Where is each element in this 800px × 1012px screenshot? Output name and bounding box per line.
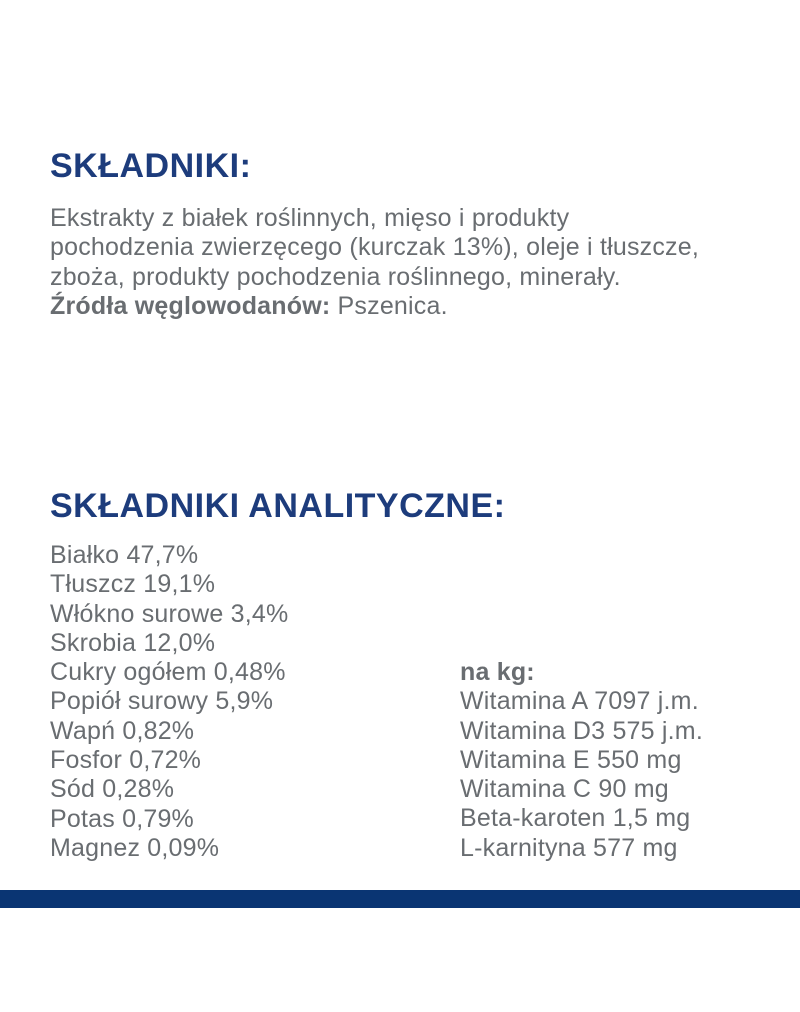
nutrient-label: Potas <box>50 804 115 833</box>
vitamin-value: 577 mg <box>593 833 678 862</box>
nutrient-value: 5,9% <box>215 687 274 716</box>
carb-source-value: Pszenica. <box>337 291 448 320</box>
nutrient-row <box>50 629 450 658</box>
vitamin-value: 575 j.m. <box>612 716 703 745</box>
nutrient-row <box>50 687 450 716</box>
vitamin-value: 1,5 mg <box>612 804 691 833</box>
nutrient-row <box>50 834 450 863</box>
nutrient-label: Cukry ogółem <box>50 658 207 687</box>
analytical-heading: SKŁADNIKI ANALITYCZNE: <box>50 487 506 525</box>
vitamin-value: 7097 j.m. <box>594 687 699 716</box>
per-kg-column <box>460 658 790 863</box>
ingredients-line: pochodzenia zwierzęcego (kurczak 13%), oleje i tłuszcze, <box>50 233 700 262</box>
nutrient-row <box>50 775 450 804</box>
nutrient-label: Sód <box>50 775 96 804</box>
nutrient-label: Skrobia <box>50 628 137 657</box>
vitamin-label: Witamina D3 <box>460 716 606 745</box>
per-kg-header: na kg: <box>460 658 535 686</box>
nutrient-value: 0,28% <box>102 775 175 804</box>
nutrient-row <box>50 746 450 775</box>
nutrient-value: 47,7% <box>126 541 199 569</box>
vitamin-row <box>460 775 790 804</box>
nutrient-label: Fosfor <box>50 746 123 775</box>
vitamin-value: 550 mg <box>596 745 682 774</box>
nutrient-row <box>50 805 450 834</box>
bottom-brand-bar <box>0 890 800 908</box>
nutrient-row <box>50 600 450 629</box>
nutrient-value: 19,1% <box>143 570 216 599</box>
vitamin-row <box>460 834 790 863</box>
nutrient-list <box>50 541 450 863</box>
carb-source-line <box>50 292 795 321</box>
nutrient-value: 12,0% <box>143 628 216 657</box>
nutrient-row <box>50 717 450 746</box>
nutrient-row <box>50 658 450 687</box>
nutrient-label: Magnez <box>50 833 141 862</box>
nutrient-value: 0,09% <box>147 833 220 862</box>
nutrient-label: Białko <box>50 541 120 569</box>
nutrient-row <box>50 570 450 599</box>
vitamin-row <box>460 687 790 716</box>
vitamin-value: 90 mg <box>598 775 669 804</box>
nutrient-value: 0,72% <box>129 746 202 775</box>
nutrient-value: 0,48% <box>213 658 286 687</box>
nutrient-value: 0,79% <box>122 804 194 833</box>
nutrient-label: Wapń <box>50 716 116 745</box>
ingredients-line: Ekstrakty z białek roślinnych, mięso i produkty <box>50 204 570 232</box>
vitamin-list <box>460 687 790 863</box>
vitamin-label: Witamina A <box>460 687 588 716</box>
ingredients-lines <box>50 204 795 292</box>
vitamin-label: L-karnityna <box>460 833 586 862</box>
nutrient-label: Tłuszcz <box>50 570 137 599</box>
nutrient-value: 3,4% <box>230 599 289 628</box>
ingredients-line: zboża, produkty pochodzenia roślinnego, minerały. <box>50 262 621 291</box>
ingredients-text <box>50 204 795 321</box>
vitamin-row <box>460 717 790 746</box>
vitamin-label: Witamina E <box>460 745 590 774</box>
ingredients-heading: SKŁADNIKI: <box>50 147 252 185</box>
nutrient-value: 0,82% <box>122 716 195 745</box>
vitamin-label: Beta-karoten <box>460 804 606 833</box>
vitamin-row <box>460 804 790 833</box>
vitamin-label: Witamina C <box>460 775 592 804</box>
nutrient-label: Włókno surowe <box>50 599 224 628</box>
carb-source-label: Źródła węglowodanów: <box>50 291 331 320</box>
vitamin-row <box>460 746 790 775</box>
nutrient-label: Popiół surowy <box>50 687 209 716</box>
nutrient-row <box>50 541 450 570</box>
